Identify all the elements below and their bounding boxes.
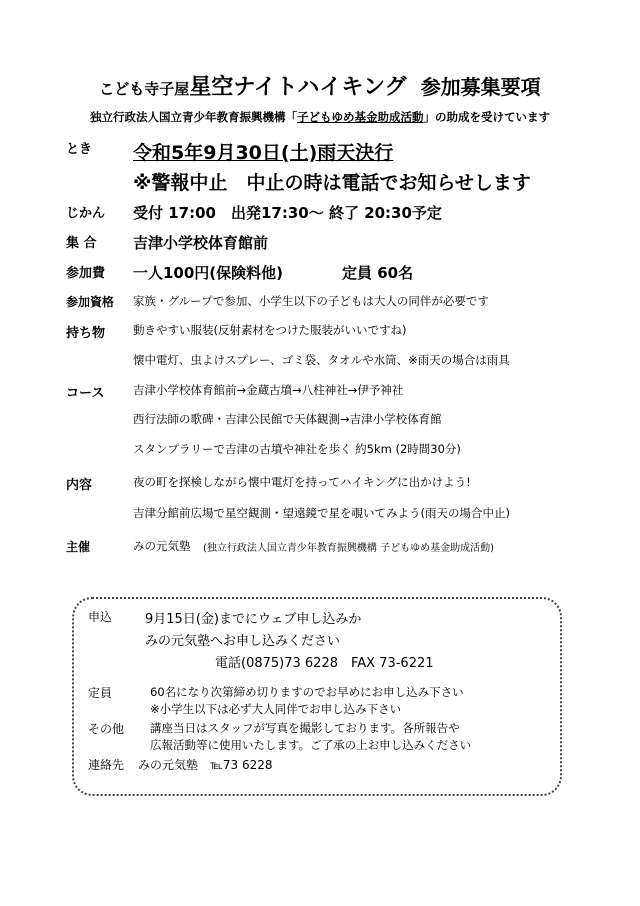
apply-line-1: 9月15日(金)までにウェブ申し込みか	[145, 612, 362, 627]
box-capacity-line-1: 60名になり次第締め切りますのでお早めにお申し込み下さい	[150, 685, 464, 699]
apply-phone: 電話(0875)73 6228 FAX 73-6221	[215, 656, 434, 671]
course-label: コース	[66, 386, 105, 401]
time-value: 受付 17:00 出発17:30～ 終了 20:30予定	[133, 204, 442, 222]
grant-note-after: 」の助成を受けています	[423, 110, 550, 124]
apply-line-2: みの元気塾へお申し込みください	[145, 634, 341, 649]
apply-label: 申込	[88, 610, 113, 624]
other-line-2: 広報活動等に使用いたします。ご了承の上お申し込みください	[150, 738, 472, 752]
warning-note: ※警報中止 中止の時は電話でお知らせします	[133, 172, 531, 194]
course-line-2: 西行法師の歌碑・吉津公民館で天体観測→吉津小学校体育館	[133, 412, 442, 426]
fee-label: 参加費	[66, 266, 106, 281]
date-value: 令和5年9月30日(土)雨天決行	[133, 142, 394, 164]
course-line-1: 吉津小学校体育館前→金蔵古墳→八柱神社→伊予神社	[133, 383, 404, 397]
time-label: じかん	[66, 206, 106, 221]
content-line-1: 夜の町を探検しながら懐中電灯を持ってハイキングに出かけよう!	[133, 475, 471, 489]
organizer-value: みの元気塾	[133, 539, 191, 553]
title-prefix: こども寺子屋	[99, 80, 190, 98]
contact-label: 連絡先	[88, 758, 125, 772]
organizer-label: 主催	[66, 540, 91, 554]
meeting-value: 吉津小学校体育館前	[133, 234, 269, 252]
content-label: 内容	[66, 478, 93, 493]
course-line-3: スタンプラリーで吉津の古墳や神社を歩く 約5km (2時間30分)	[133, 442, 461, 456]
fee-value: 一人100円(保険料他)	[133, 264, 284, 282]
title-main: 星空ナイトハイキング	[189, 75, 407, 100]
page-title	[0, 70, 640, 101]
other-line-1: 講座当日はスタッフが写真を撮影しております。各所報告や	[150, 721, 460, 735]
box-capacity-label: 定員	[88, 686, 113, 700]
other-label: その他	[88, 722, 125, 736]
belongings-line-1: 動きやすい服装(反射素材をつけた服装がいいですね)	[133, 323, 407, 337]
contact-value: みの元気塾 ℡73 6228	[138, 758, 273, 772]
eligibility-label: 参加資格	[66, 295, 115, 309]
date-label: とき	[66, 142, 93, 157]
box-capacity-line-2: ※小学生以下は必ず大人同伴でお申し込み下さい	[150, 702, 402, 716]
title-suffix: 参加募集要項	[420, 75, 541, 99]
eligibility-value: 家族・グループで参加、小学生以下の子どもは大人の同伴が必要です	[133, 294, 489, 308]
grant-note-highlight: 子どもゆめ基金助成活動	[297, 110, 424, 124]
capacity-value: 定員 60名	[342, 264, 414, 282]
belongings-label: 持ち物	[66, 326, 106, 341]
belongings-line-2: 懐中電灯、虫よけスプレー、ゴミ袋、タオルや水筒、※雨天の場合は雨具	[133, 353, 510, 367]
meeting-label: 集 合	[66, 236, 97, 251]
content-line-2: 吉津分館前広場で星空観測・望遠鏡で星を覗いてみよう(雨天の場合中止)	[133, 506, 510, 520]
grant-note-before: 独立行政法人国立青少年教育振興機構「	[90, 110, 297, 124]
organizer-note: (独立行政法人国立青少年教育振興機構 子どもゆめ基金助成活動)	[203, 543, 494, 554]
grant-note	[0, 109, 640, 125]
